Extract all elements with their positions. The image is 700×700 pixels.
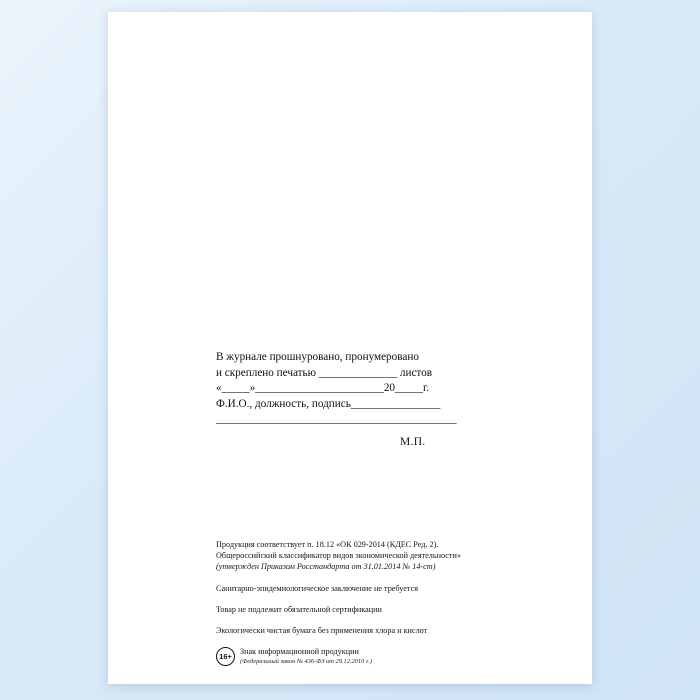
sanitary-statement: Санитарно-эпидемиологическое заключение не требуется [216,583,418,593]
legal-block [216,539,556,671]
cert-line-signature: Ф.И.О., должность, подпись________________ [216,397,441,410]
eco-statement: Экологически чистая бумага без применения хлора и кислот [216,626,428,636]
cert-line-1: В журнале прошнуровано, пронумеровано [216,351,419,363]
stamp-place-label: М.П. [400,436,426,448]
info-mark-label: Знак информационной продукции [240,647,359,657]
product-classification-line-3: (утвержден Приказом Росстандарта от 31.01.2014 № 14-ст) [216,562,436,572]
cert-line-date: «_____»_______________________20_____г. [216,382,430,394]
spacer-1 [216,573,556,583]
spacer-2 [216,594,556,604]
product-classification-line-1: Продукция соответствует п. 18.12 «ОК 029-2014 (КДЕС Ред. 2). [216,540,439,549]
product-classification-line-2: Общероссийский классификатор видов экономической деятельности» [216,551,461,561]
spacer-3 [216,615,556,625]
page-content-area [108,12,592,684]
info-mark-law-reference: (Федеральный закон № 436-ФЗ от 29.12.2010 г.) [240,658,373,666]
certification-block [216,350,536,428]
cert-line-rule: ___________________________________________ [216,413,457,425]
age-rating-icon: 16+ [216,647,235,666]
cert-line-2: и скреплено печатью ______________ листов [216,366,433,379]
certification-statement: Товар не подлежит обязательной сертификации [216,604,382,614]
info-mark-row [216,647,556,671]
document-page [108,12,592,684]
